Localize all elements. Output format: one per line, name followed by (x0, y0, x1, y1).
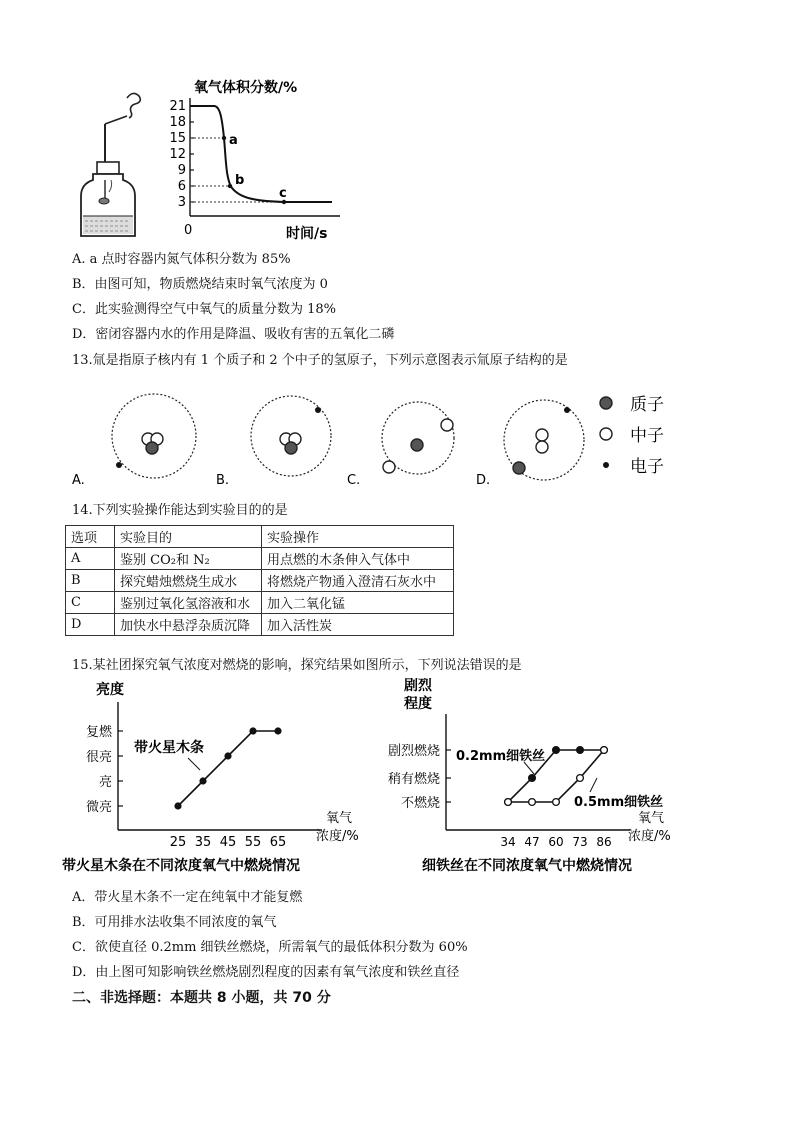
x-tick-label: 45 (219, 835, 237, 850)
oxygen-curve (190, 106, 332, 202)
y-tick: 15 (169, 131, 186, 146)
table-header-row (66, 526, 454, 548)
header-cell: 选项 (66, 526, 115, 548)
table-cell: 鉴别过氧化氢溶液和水 (115, 592, 262, 614)
data-point (224, 752, 231, 759)
legend-proton: 质子 (630, 395, 664, 415)
y-tick-label: 亮 (98, 775, 112, 790)
x-tick-label: 35 (194, 835, 212, 850)
q15-question: 15.某社团探究氧气浓度对燃烧的影响，探究结果如图所示，下列说法错误的是 (72, 658, 522, 673)
q12-option-a: A. a 点时容器内氮气体积分数为 85% (72, 252, 291, 267)
x-tick-label: 86 (596, 835, 612, 849)
table-row (66, 614, 454, 636)
x-tick-label: 25 (169, 835, 187, 850)
q15-option-b: B．可用排水法收集不同浓度的氧气 (72, 915, 277, 930)
table-cell: C (66, 592, 115, 614)
q13-question: 13.氚是指原子核内有 1 个质子和 2 个中子的氢原子，下列示意图表示氚原子结构的是 (72, 353, 568, 368)
chart1-series-label: 带火星木条 (134, 740, 204, 756)
data-point (174, 802, 181, 809)
data-point (529, 775, 536, 782)
x-tick-label: 65 (269, 835, 287, 850)
section-heading: 二、非选择题：本题共 8 小题，共 70 分 (72, 990, 331, 1006)
y-tick-label: 不燃烧 (400, 796, 440, 811)
point-a-label: a (229, 133, 238, 148)
table-cell: 加入活性炭 (262, 614, 454, 636)
q14-table (65, 525, 454, 636)
y-tick-label: 很亮 (85, 750, 112, 765)
chart-splint (60, 680, 370, 880)
graph-x-title: 时间/s (286, 226, 328, 242)
graph-y-title: 氧气体积分数/% (194, 80, 298, 96)
chart2-ylabel-line1: 剧烈 (404, 678, 432, 694)
neutron-legend-icon (600, 428, 612, 440)
data-point (553, 799, 560, 806)
x-tick-label: 73 (572, 835, 588, 849)
y-tick: 21 (169, 99, 186, 114)
atom-c (382, 402, 454, 474)
data-point (577, 747, 584, 754)
data-point (529, 799, 536, 806)
data-point (249, 727, 256, 734)
table-cell: 用点燃的木条伸入气体中 (262, 548, 454, 570)
y-tick: 3 (177, 195, 186, 210)
header-cell: 实验操作 (262, 526, 454, 548)
chart2-xlabel-line2: 浓度/% (628, 829, 671, 844)
y-tick-label: 稍有燃烧 (387, 772, 440, 787)
data-point (601, 747, 608, 754)
q12-apparatus-illustration (75, 88, 155, 248)
header-cell: 实验目的 (115, 526, 262, 548)
table-cell: 加快水中悬浮杂质沉降 (115, 614, 262, 636)
chart-iron-wire (370, 678, 720, 880)
x-tick-label: 60 (548, 835, 564, 849)
table-cell: 鉴别 CO₂和 N₂ (115, 548, 262, 570)
q12-option-c: C．此实验测得空气中氧气的质量分数为 18% (72, 302, 336, 317)
electron-legend-icon (603, 462, 609, 468)
chart2-series1-label: 0.2mm细铁丝 (456, 749, 546, 764)
chart2-series2-label: 0.5mm细铁丝 (574, 795, 664, 810)
point-c-label: c (279, 186, 287, 201)
y-tick-label: 复燃 (85, 725, 112, 740)
q13-atom-diagrams (66, 388, 686, 488)
chart1-xlabel-line2: 浓度/% (316, 829, 359, 844)
data-point (505, 799, 512, 806)
atom-label-a: A. (72, 473, 85, 488)
x-origin: 0 (184, 223, 193, 238)
proton-legend-icon (600, 397, 612, 409)
y-tick: 6 (177, 179, 186, 194)
table-cell: 将燃烧产物通入澄清石灰水中 (262, 570, 454, 592)
chart1-ylabel: 亮度 (96, 682, 124, 698)
q15-option-a: A．带火星木条不一定在纯氧中才能复燃 (72, 890, 303, 905)
x-tick-label: 34 (500, 835, 516, 849)
chart1-xlabel-line1: 氧气 (326, 811, 353, 826)
atom-label-b: B. (216, 473, 230, 488)
chart2-xlabel-line1: 氧气 (638, 811, 665, 826)
legend-electron: 电子 (630, 457, 664, 477)
x-tick-label: 47 (524, 835, 540, 849)
q15-option-c: C．欲使直径 0.2mm 细铁丝燃烧，所需氧气的最低体积分数为 60% (72, 940, 468, 955)
legend-neutron: 中子 (630, 426, 664, 446)
chart1-title: 带火星木条在不同浓度氧气中燃烧情况 (62, 858, 300, 874)
table-cell: 探究蜡烛燃烧生成水 (115, 570, 262, 592)
atom-label-c: C. (347, 473, 361, 488)
data-point (274, 727, 281, 734)
atom-label-d: D. (476, 473, 491, 488)
y-tick-label: 剧烈燃烧 (387, 744, 440, 759)
point-b-label: b (235, 173, 245, 188)
atom-d (504, 400, 584, 480)
q14-question: 14.下列实验操作能达到实验目的的是 (72, 503, 288, 518)
y-tick: 12 (169, 147, 186, 162)
atom-a (112, 394, 196, 478)
q15-option-d: D．由上图可知影响铁丝燃烧剧烈程度的因素有氧气浓度和铁丝直径 (72, 965, 460, 980)
y-tick: 18 (169, 115, 186, 130)
data-point (199, 777, 206, 784)
data-point (577, 775, 584, 782)
x-tick-label: 55 (244, 835, 262, 850)
table-cell: D (66, 614, 115, 636)
q12-oxygen-graph (162, 76, 352, 246)
table-cell: B (66, 570, 115, 592)
atom-b (251, 396, 331, 476)
data-point (553, 747, 560, 754)
table-row (66, 592, 454, 614)
chart2-title: 细铁丝在不同浓度氧气中燃烧情况 (422, 858, 632, 874)
table-cell: 加入二氧化锰 (262, 592, 454, 614)
table-row (66, 548, 454, 570)
q12-option-b: B．由图可知，物质燃烧结束时氧气浓度为 0 (72, 277, 328, 292)
q12-option-d: D．密闭容器内水的作用是降温、吸收有害的五氧化二磷 (72, 327, 395, 342)
table-row (66, 570, 454, 592)
chart2-ylabel-line2: 程度 (404, 696, 432, 712)
y-tick-label: 微亮 (85, 800, 112, 815)
y-tick: 9 (177, 163, 186, 178)
table-cell: A (66, 548, 115, 570)
